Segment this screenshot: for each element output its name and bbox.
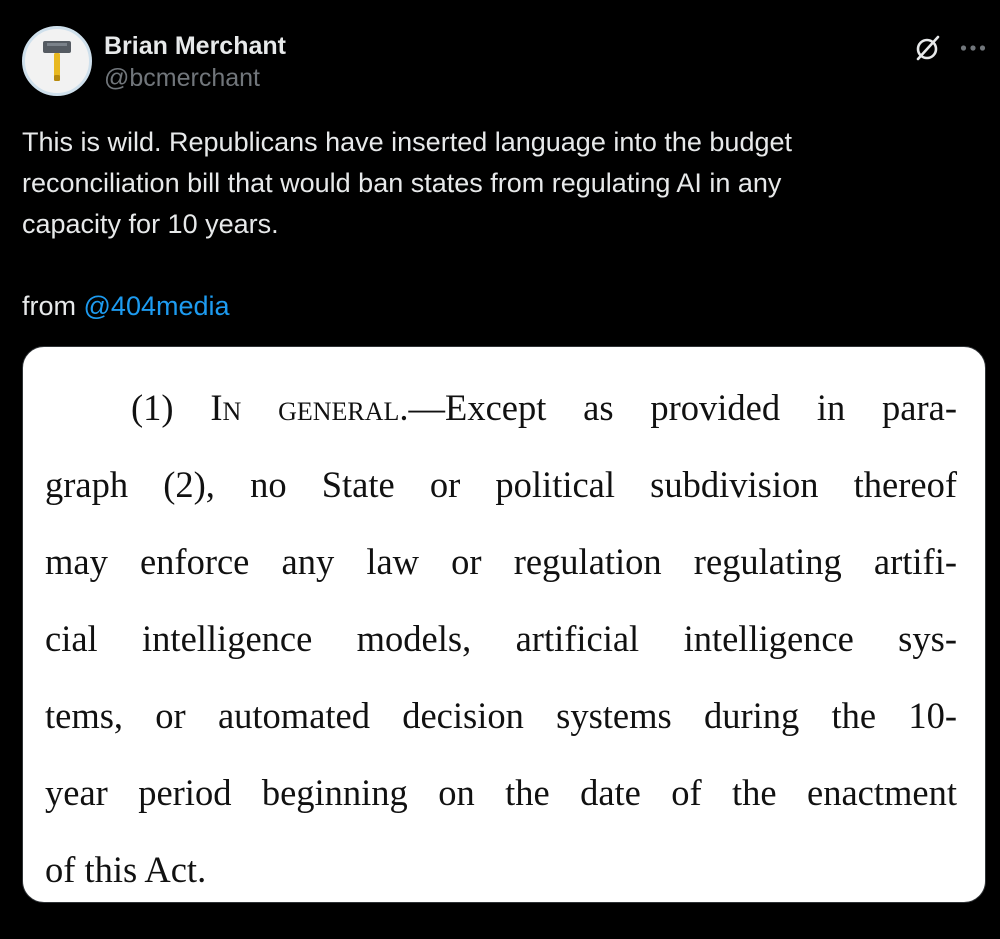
display-name[interactable]: Brian Merchant (104, 32, 286, 60)
legal-line: may enforce any law or regulation regulating artifi- (45, 541, 957, 582)
tweet-text (22, 122, 952, 327)
legal-line: of this Act. (45, 849, 207, 890)
legal-line: graph (2), no State or political subdivision thereof (45, 464, 957, 505)
legal-line (45, 369, 957, 446)
legal-line: tems, or automated decision systems during the 10- (45, 695, 957, 736)
grok-slash-icon[interactable] (914, 34, 942, 62)
legal-heading: In general. (210, 387, 409, 428)
hammer-icon (37, 37, 77, 85)
tweet-text-line: This is wild. Republicans have inserted language into the budget (22, 127, 792, 157)
from-label: from (22, 291, 84, 321)
handle[interactable]: @bcmerchant (104, 64, 260, 92)
avatar[interactable] (22, 26, 92, 96)
legal-rest: —Except as provided in para- (408, 387, 958, 428)
author-block (104, 30, 286, 94)
legal-line: cial intelligence models, artificial intelligence sys- (45, 618, 957, 659)
more-dots-icon[interactable] (960, 44, 986, 52)
tweet-text-line: reconciliation bill that would ban states from regulating AI in any (22, 168, 782, 198)
legal-lead: (1) (131, 387, 211, 428)
header-actions (914, 34, 986, 62)
mention-link[interactable]: @404media (83, 291, 230, 321)
media-image[interactable] (22, 346, 986, 903)
tweet-from-line (22, 286, 952, 327)
legal-text (45, 369, 957, 903)
legal-line: year period beginning on the date of the enactment (45, 772, 957, 813)
tweet-text-line: capacity for 10 years. (22, 209, 279, 239)
